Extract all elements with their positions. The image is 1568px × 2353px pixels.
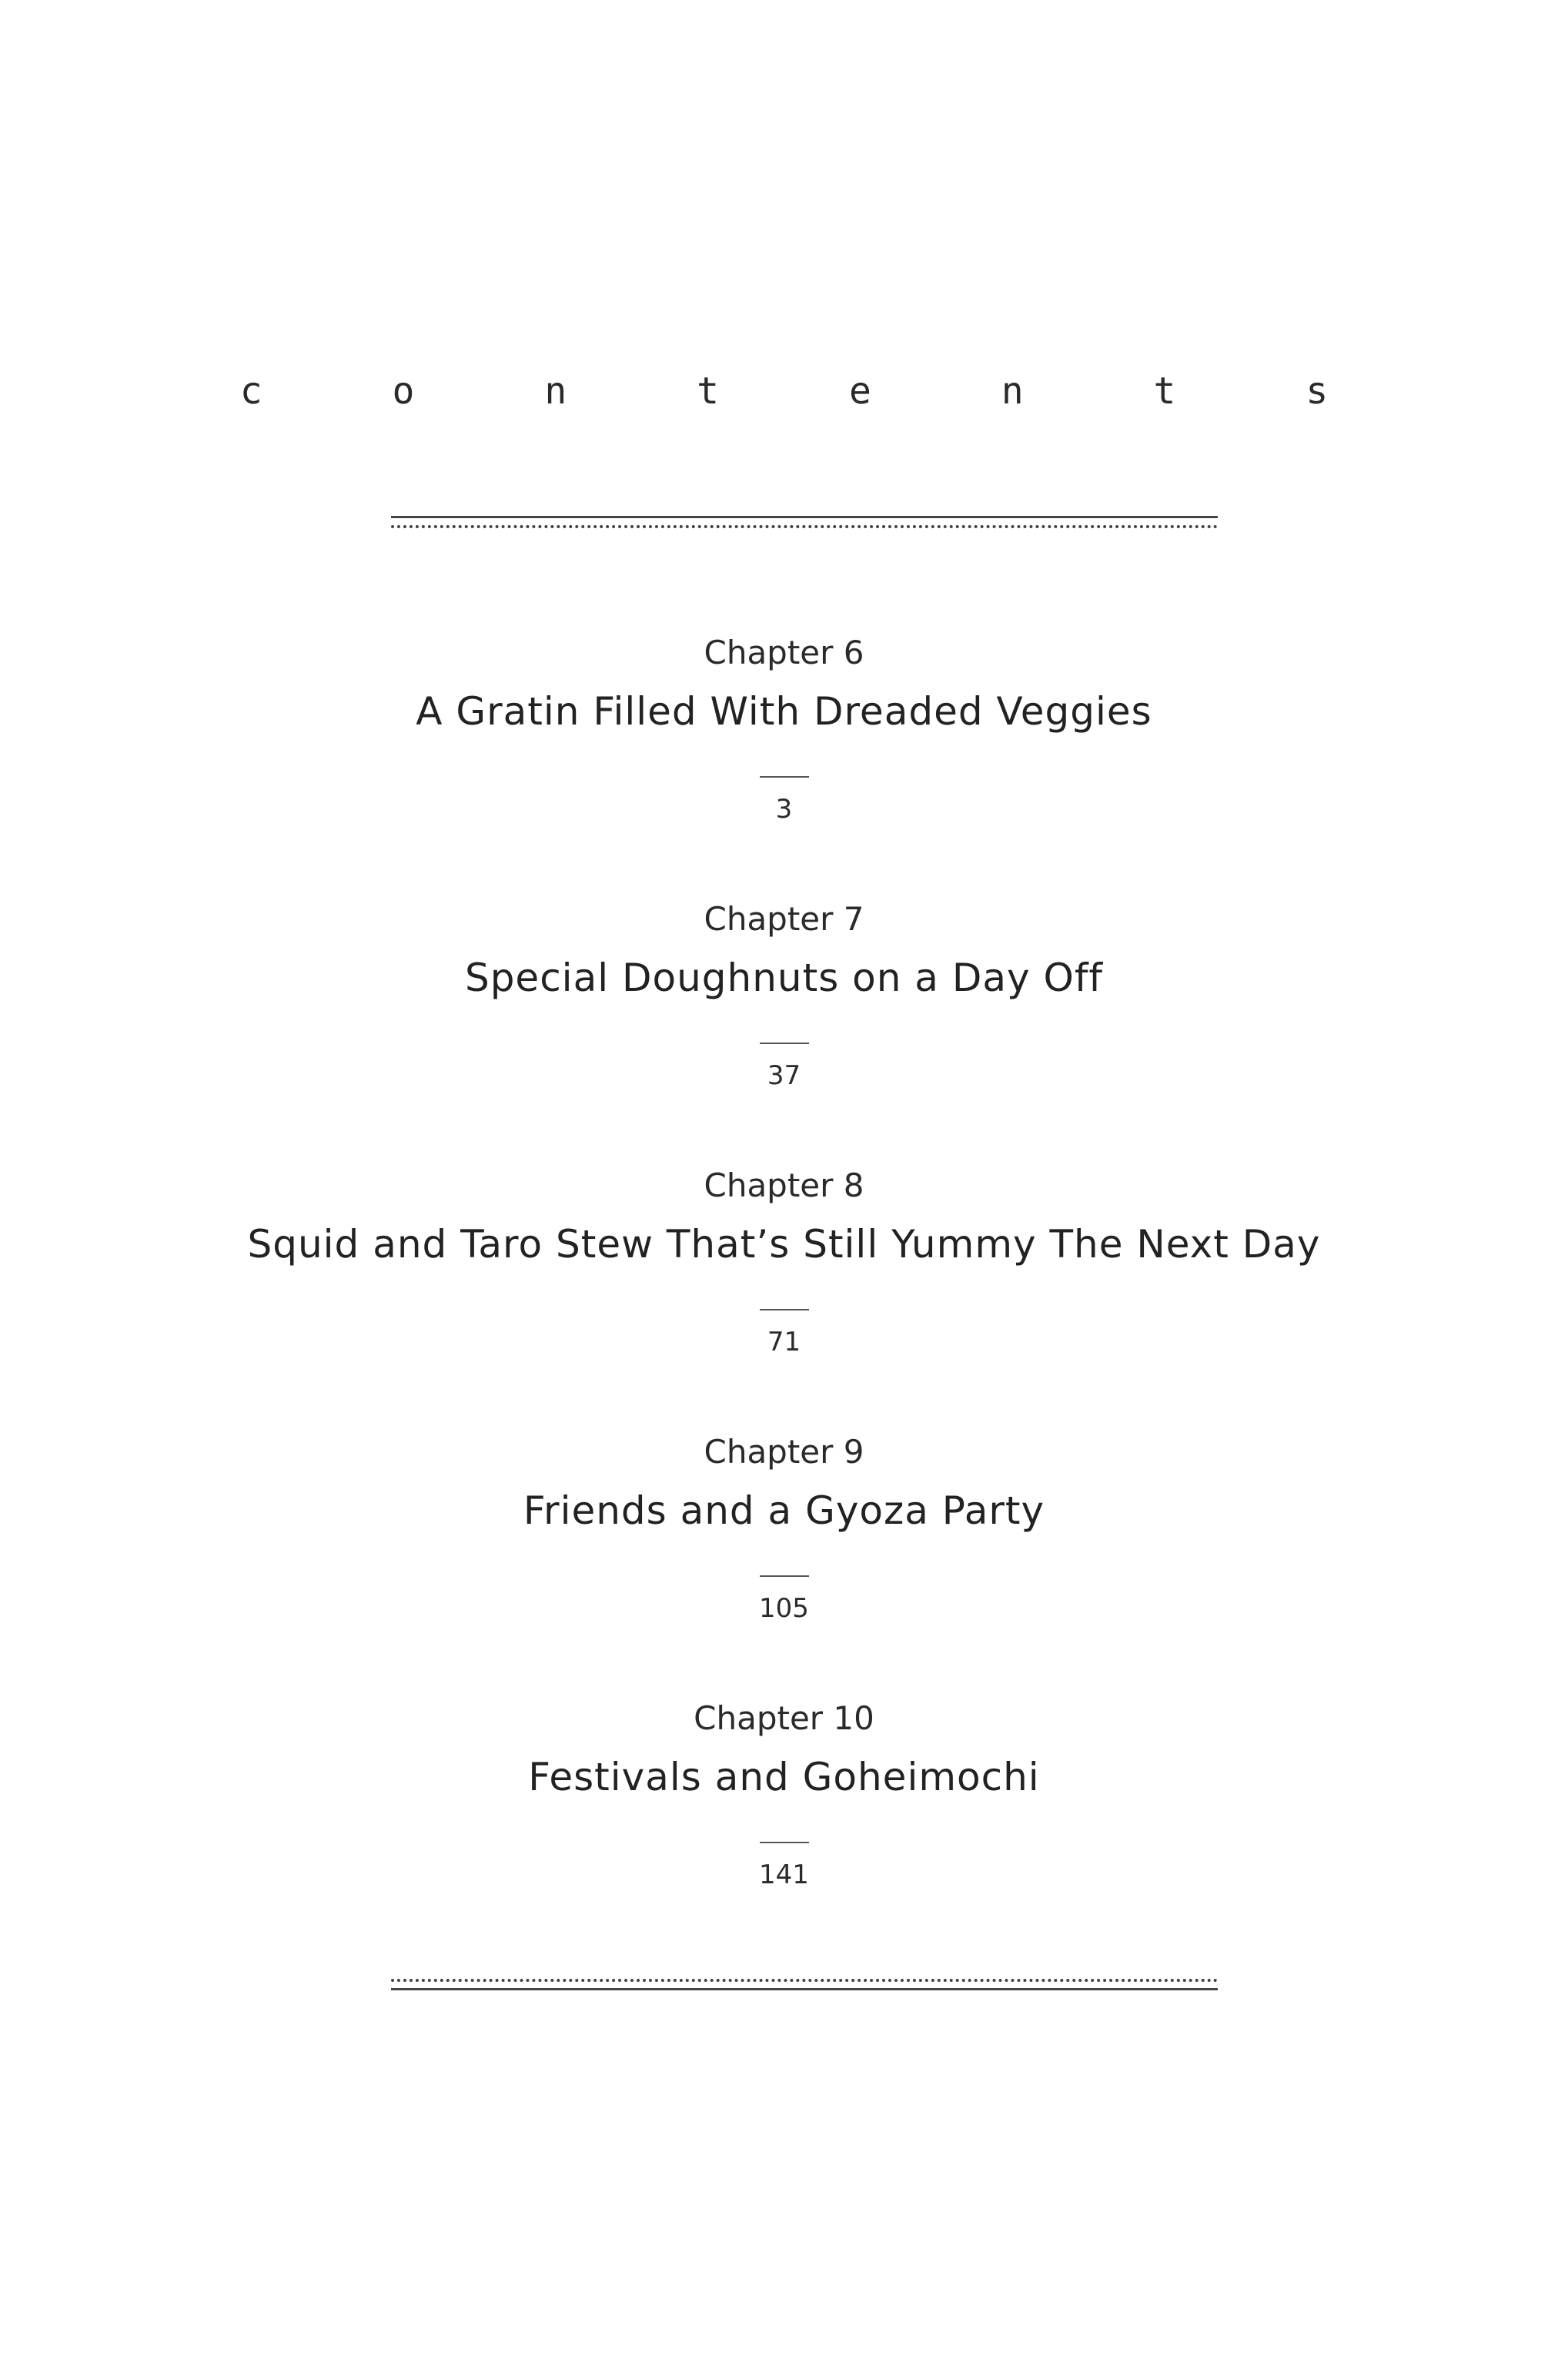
bottom-divider <box>391 1979 1218 1994</box>
chapter-label: Chapter 10 <box>694 1699 874 1737</box>
chapter-entry-7[interactable] <box>0 896 1568 1095</box>
chapter-separator <box>760 1309 809 1310</box>
chapter-page-number: 3 <box>775 794 793 825</box>
chapter-separator <box>760 1575 809 1577</box>
chapter-label: Chapter 7 <box>704 900 864 938</box>
chapter-separator <box>760 1043 809 1044</box>
chapter-entry-9[interactable] <box>0 1429 1568 1628</box>
chapter-separator <box>760 776 809 778</box>
chapter-title: A Gratin Filled With Dreaded Veggies <box>416 689 1152 734</box>
chapter-title: Festivals and Goheimochi <box>528 1755 1040 1799</box>
bottom-divider-dots <box>391 1979 1218 1982</box>
chapter-label: Chapter 8 <box>704 1166 864 1204</box>
chapter-title: Special Doughnuts on a Day Off <box>464 956 1104 1000</box>
chapter-label: Chapter 9 <box>704 1433 864 1471</box>
chapter-label: Chapter 6 <box>704 634 864 671</box>
bottom-divider-line <box>391 1988 1218 1990</box>
chapter-entry-8[interactable] <box>0 1163 1568 1361</box>
chapter-entry-6[interactable] <box>0 630 1568 828</box>
chapter-page-number: 141 <box>759 1859 809 1890</box>
chapter-separator <box>760 1842 809 1843</box>
top-divider <box>391 516 1218 531</box>
chapter-page-number: 37 <box>767 1060 801 1091</box>
contents-heading: c o n t e n t s <box>239 370 1382 413</box>
chapter-title: Friends and a Gyoza Party <box>523 1488 1045 1533</box>
chapter-title: Squid and Taro Stew That’s Still Yummy The Next Day <box>247 1222 1321 1267</box>
chapter-page-number: 71 <box>767 1327 801 1357</box>
top-divider-line <box>391 516 1218 518</box>
chapter-page-number: 105 <box>759 1593 809 1624</box>
chapter-entry-10[interactable] <box>0 1695 1568 1894</box>
top-divider-dots <box>391 525 1218 528</box>
